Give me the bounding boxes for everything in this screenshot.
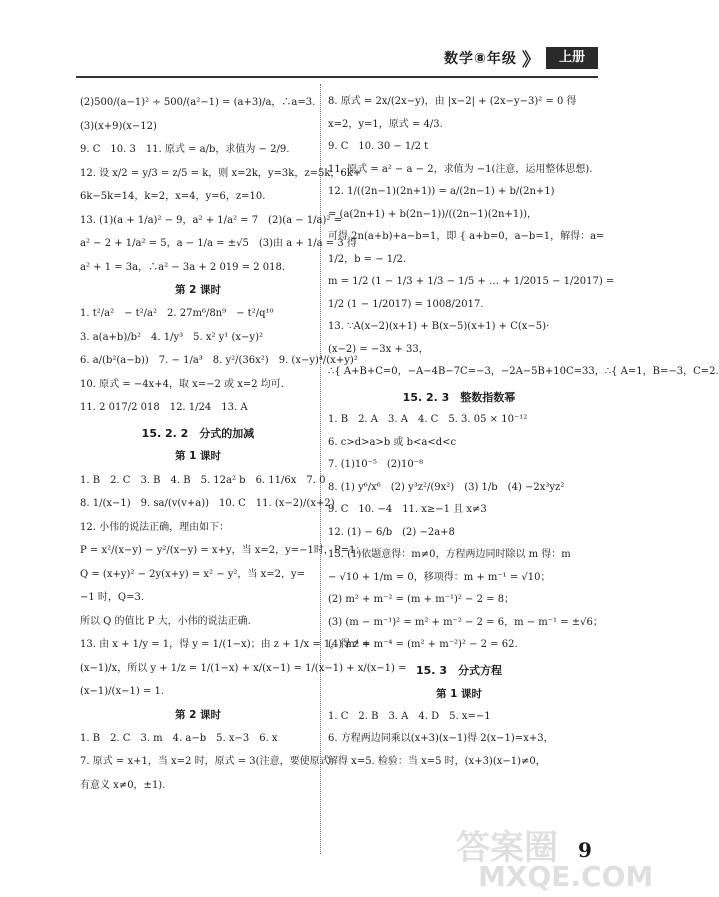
lesson-heading: 第 2 课时 <box>174 708 222 721</box>
answer-line: 1. B 2. C 3. B 4. B 5. 12a² b 6. 11/6x 7. 0 <box>80 474 326 486</box>
answer-line: 11. 原式 = a² − a − 2，求值为 −1(注意，运用整体思想). <box>328 163 593 175</box>
answer-line: 解得 x=5. 检验：当 x=5 时，(x+3)(x−1)≠0， <box>328 755 546 767</box>
answer-line: − √10 + 1/m = 0，移项得：m + m⁻¹ = √10； <box>328 571 551 583</box>
answer-line: 12. (1) − 6/b (2) −2a+8 <box>328 526 455 538</box>
answer-line: 6. c>d>a>b 或 b<a<d<c <box>328 436 457 448</box>
answer-line: (3) (m − m⁻¹)² = m² + m⁻² − 2 = 6，m − m⁻¹ = ±√6； <box>328 616 603 628</box>
answer-line: (x−1)/x，所以 y + 1/z = 1/(1−x) + x/(x−1) = 1/(x−1) + x/(x−1) = <box>80 662 407 674</box>
answer-line: = (a(2n+1) + b(2n−1))/((2n−1)(2n+1))， <box>328 208 538 220</box>
section-heading: 15. 3 分式方程 <box>416 663 502 677</box>
answer-line: 6. 方程两边同乘以(x+3)(x−1)得 2(x−1)=x+3， <box>328 733 554 745</box>
answer-line: m = 1/2 (1 − 1/3 + 1/3 − 1/5 + … + 1/2015 − 1/2017) = <box>328 276 615 287</box>
answer-line: 9. C 10. 3 11. 原式 = a/b，求值为 − 2/9. <box>80 144 290 155</box>
lesson-heading: 第 1 课时 <box>435 687 483 700</box>
answer-line: 13. (1)(a + 1/a)² − 9，a² + 1/a² = 7 (2)(a − 1/a)² = <box>80 214 342 226</box>
answer-line: 13. ∵A(x−2)(x+1) + B(x−5)(x+1) + C(x−5)· <box>328 321 550 332</box>
answer-line: a² + 1 = 3a，∴a² − 3a + 2 019 = 2 018. <box>80 261 286 273</box>
answer-line: 10. 原式 = −4x+4，取 x=−2 或 x=2 均可. <box>80 378 284 390</box>
answer-line: 8. (1) y⁶/x⁶ (2) y³z²/(9x²) (3) 1/b (4) −2x³yz² <box>328 481 565 493</box>
answer-line: 12. 1/((2n−1)(2n+1)) = a/(2n−1) + b/(2n+1) <box>328 186 555 197</box>
page-header <box>0 44 642 74</box>
answer-line: 1. B 2. A 3. A 4. C 5. 3. 05 × 10⁻¹² <box>328 414 528 426</box>
answer-line: 可得 2n(a+b)+a−b=1，即 { a+b=0，a−b=1，解得：a= <box>328 231 605 242</box>
watermark-logo: 答案圈 MXQE.COM <box>456 828 654 893</box>
column-divider <box>320 84 321 854</box>
answer-line: a² − 2 + 1/a² = 5，a − 1/a = ±√5 (3)由 a + 1/a = 3 得 <box>80 238 357 249</box>
answer-line: 有意义 x≠0，±1). <box>80 779 166 791</box>
answer-line: 9. C 10. 30 − 1/2 t <box>328 141 429 152</box>
answer-line: (4) m⁴ + m⁻⁴ = (m² + m⁻²)² − 2 = 62. <box>328 639 518 651</box>
lesson-heading: 第 2 课时 <box>174 284 222 296</box>
chevron-icon: 》 <box>522 50 540 71</box>
answer-line: (x−1)/(x−1) = 1. <box>80 686 165 697</box>
answer-line: 所以 Q 的值比 P 大，小伟的说法正确. <box>80 615 251 627</box>
answer-line: (2)500/(a−1)² ÷ 500/(a²−1) = (a+3)/a，∴a=3. <box>80 97 316 108</box>
right-column <box>328 86 719 768</box>
answer-line: 6k−5k=14，k=2，x=4，y=6，z=10. <box>80 191 266 202</box>
answer-line: 12. 小伟的说法正确，理由如下： <box>80 521 230 533</box>
answer-line: 8. 1/(x−1) 9. sa/(v(v+a)) 10. C 11. (x−2)/(x+2) <box>80 498 335 509</box>
answer-line: −1 时，Q=3. <box>80 592 145 603</box>
answer-line: 7. 原式 = x+1，当 x=2 时，原式 = 3(注意，要使原式 <box>80 756 330 768</box>
answer-line: 7. (1)10⁻⁵ (2)10⁻⁸ <box>328 459 424 471</box>
answer-line: 1. B 2. C 3. m 4. a−b 5. x−3 6. x <box>80 732 278 744</box>
answer-line: 6. a/(b²(a−b)) 7. − 1/a³ 8. y²/(36x²) 9. (x−y)⁴/(x+y)² <box>80 355 358 367</box>
answer-line: x=2，y=1，原式 = 4/3. <box>328 118 443 130</box>
answer-line: 3. a(a+b)/b² 4. 1/y³ 5. x² y¹ (x−y)² <box>80 331 263 343</box>
answer-line: 13. (1)依题意得：m≠0，方程两边同时除以 m 得：m <box>328 549 571 561</box>
section-heading: 15. 2. 2 分式的加减 <box>141 426 255 440</box>
answer-line: 13. 由 x + 1/y = 1，得 y = 1/(1−x)；由 z + 1/x = 1，得 z = <box>80 639 371 650</box>
answer-line: (x−2) = −3x + 33， <box>328 343 429 355</box>
answer-line: 8. 原式 = 2x/(2x−y)，由 |x−2| + (2x−y−3)² = 0 得 <box>328 96 577 107</box>
answer-line: 1/2，b = − 1/2. <box>328 253 407 265</box>
lesson-heading: 第 1 课时 <box>174 450 222 463</box>
answer-line: 12. 设 x/2 = y/3 = z/5 = k，则 x=2k，y=3k，z=5k，6k+ <box>80 167 362 179</box>
answer-line: ∴{ A+B+C=0，−A−4B−7C=−3，−2A−5B+10C=33，∴{ A=1，B=−3，C=2. <box>328 366 719 377</box>
answer-line: (3)(x+9)(x−12) <box>80 120 157 132</box>
answer-line: 9. C 10. −4 11. x≥−1 且 x≠3 <box>328 504 487 516</box>
section-heading: 15. 2. 3 整数指数幂 <box>402 390 516 404</box>
answer-line: Q = (x+y)² − 2y(x+y) = x² − y²，当 x=2，y= <box>80 568 305 580</box>
answer-line: 1. C 2. B 3. A 4. D 5. x=−1 <box>328 710 491 722</box>
answer-line: (2) m² + m⁻² = (m + m⁻¹)² − 2 = 8； <box>328 594 515 606</box>
header-rule <box>76 76 598 78</box>
answer-line: P = x²/(x−y) − y²/(x−y) = x+y，当 x=2，y=−1时，P=1； <box>80 545 366 556</box>
answer-line: 11. 2 017/2 018 12. 1/24 13. A <box>80 402 248 414</box>
answer-line: 1/2 (1 − 1/2017) = 1008/2017. <box>328 298 484 310</box>
volume-badge: 上册 <box>546 47 598 69</box>
answer-line: 1. t²/a² − t²/a² 2. 27m⁶/8n⁹ − t²/q¹⁰ <box>80 308 274 320</box>
page-number: 9 <box>578 838 592 862</box>
subject-grade-title: 数学⑧年级 <box>444 51 517 67</box>
